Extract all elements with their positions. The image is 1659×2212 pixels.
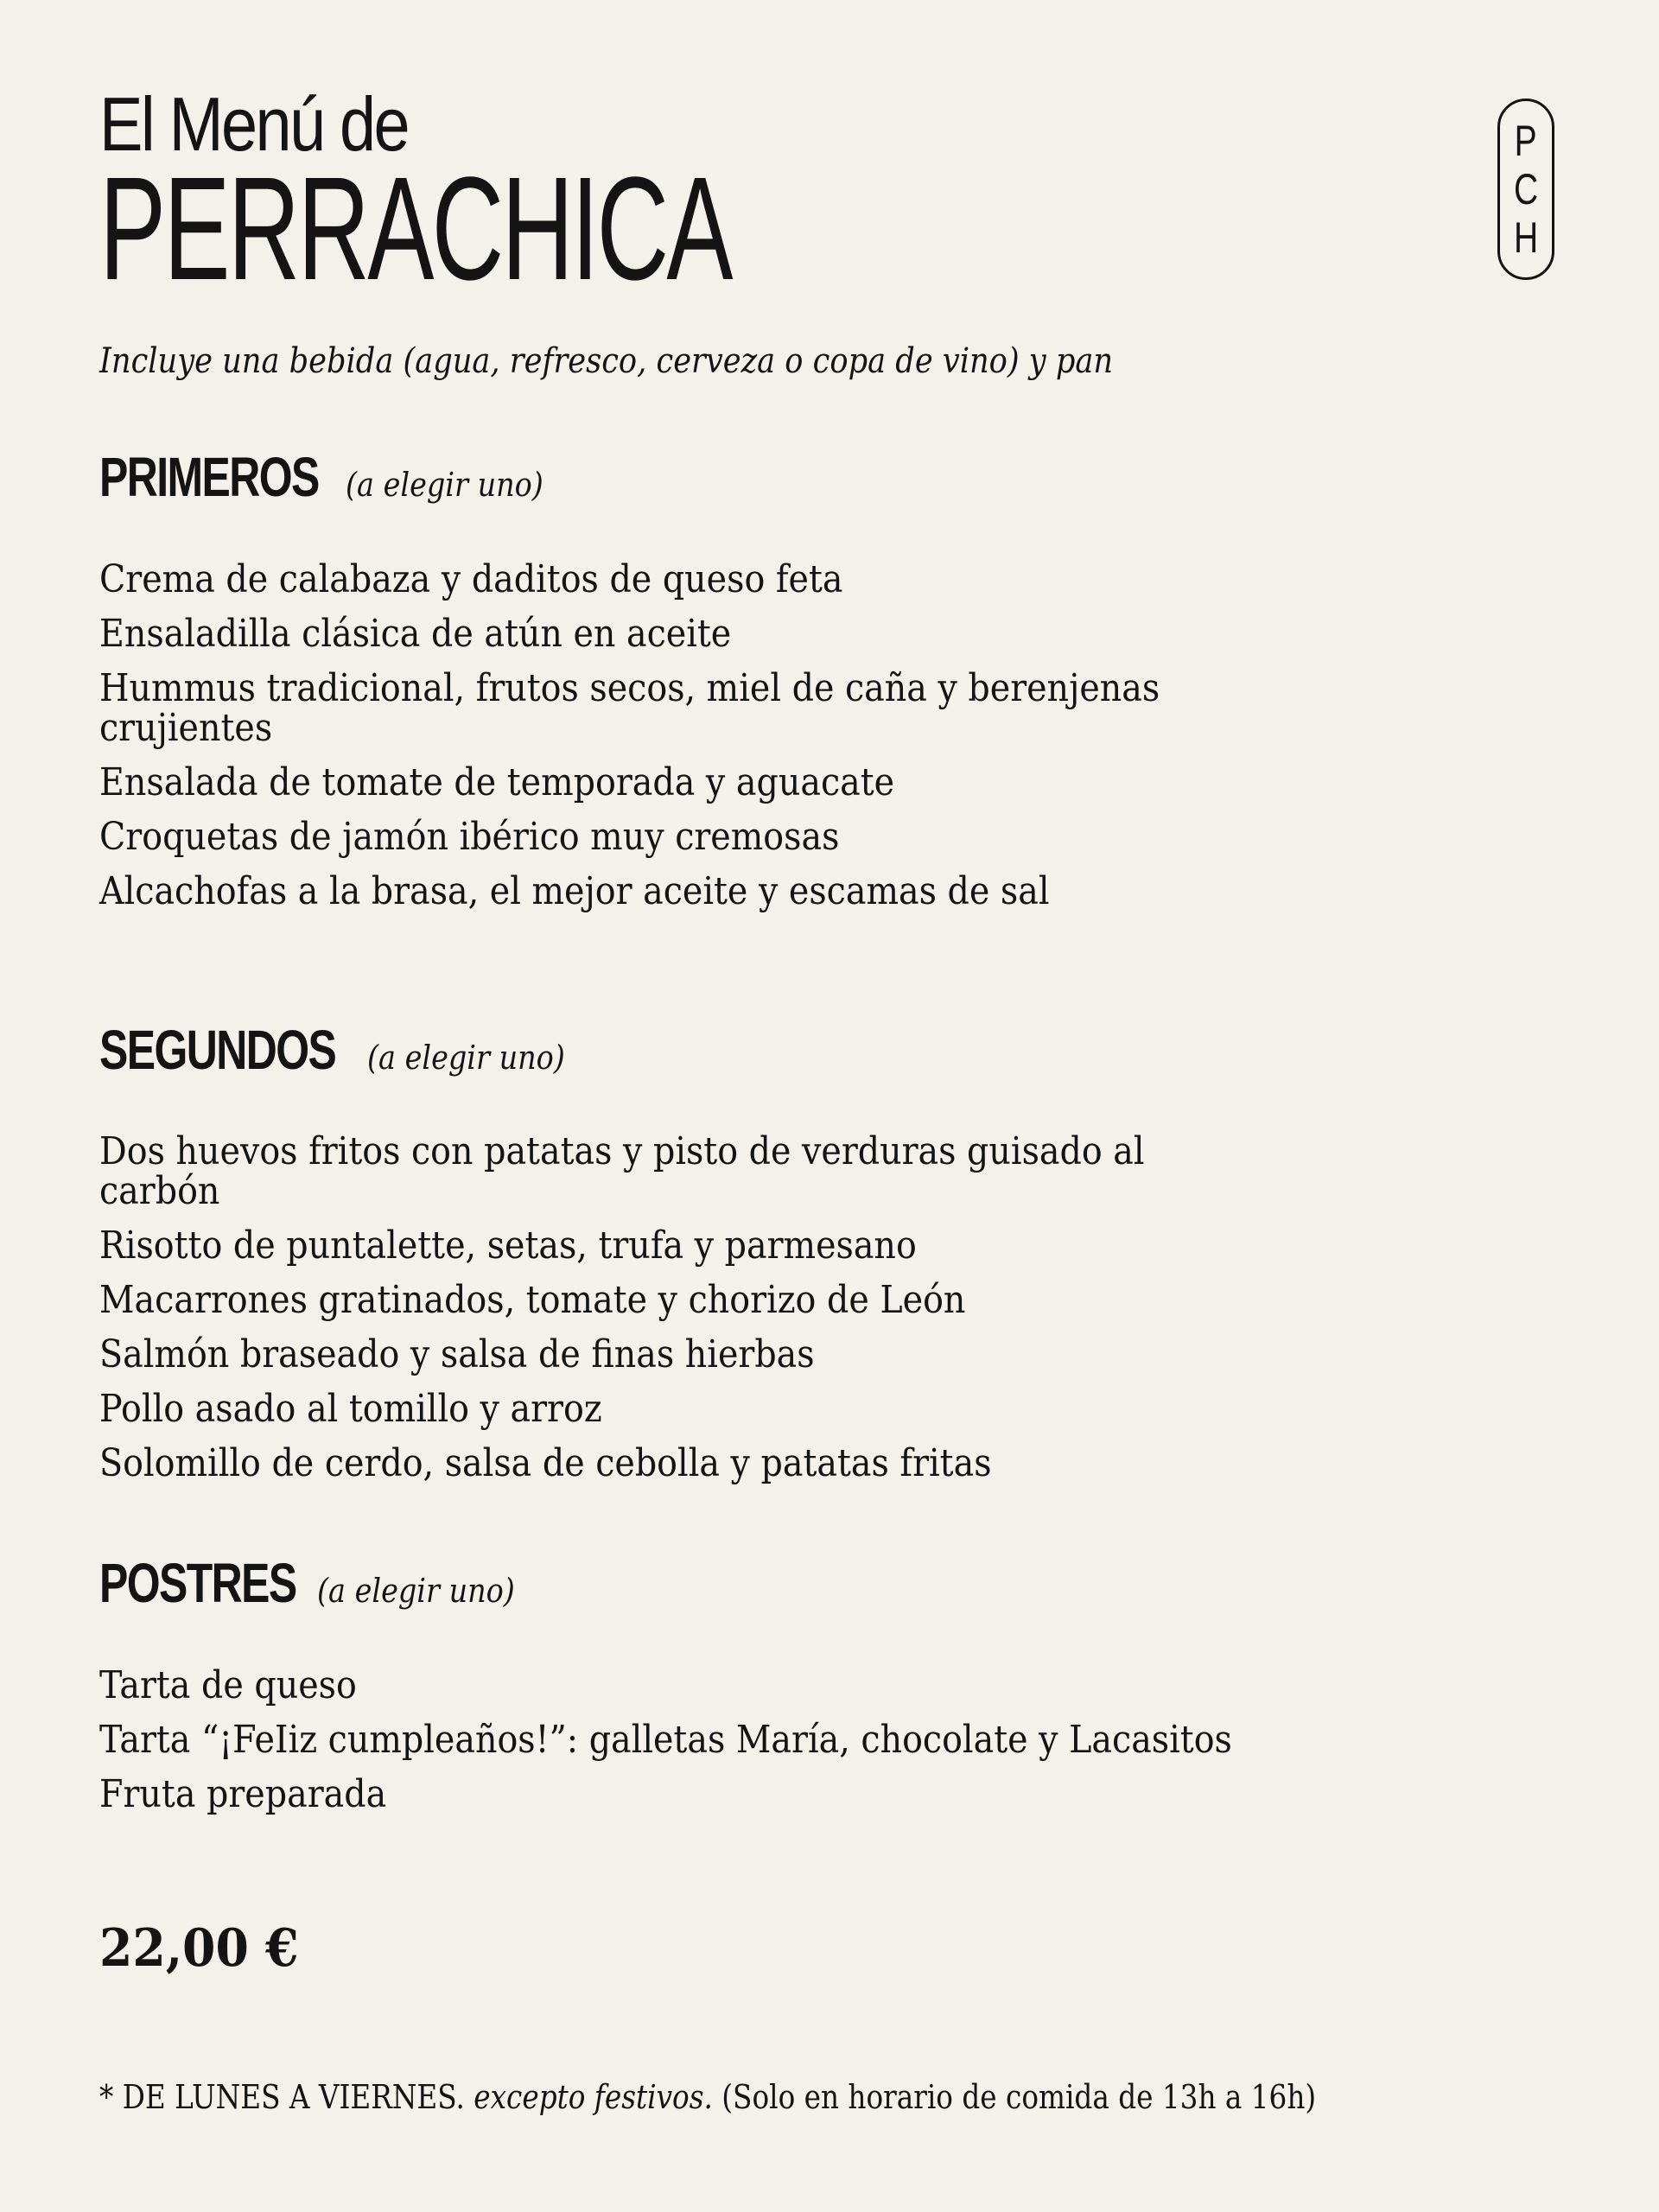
- footnote: [99, 2078, 1317, 2116]
- list-item: Pollo asado al tomillo y arroz: [99, 1387, 602, 1431]
- list-item: Ensalada de tomate de temporada y aguacate: [99, 760, 895, 804]
- postres-list: [99, 1663, 1395, 1829]
- logo-letter-c: C: [1513, 165, 1539, 213]
- list-item: Salmón braseado y salsa de finas hierbas: [99, 1332, 815, 1376]
- section-heading-postres: [99, 1552, 542, 1614]
- footnote-exception: excepto festivos.: [474, 2078, 713, 2116]
- list-item: Hummus tradicional, frutos secos, miel de caña y berenjenas crujientes: [99, 666, 1160, 750]
- section-note: (a elegir uno): [316, 1572, 515, 1610]
- section-title: PRIMEROS: [99, 446, 319, 508]
- section-title: SEGUNDOS: [99, 1019, 336, 1081]
- section-note: (a elegir uno): [367, 1039, 566, 1077]
- section-heading-primeros: [99, 446, 571, 508]
- list-item: Tarta “¡FeIiz cumpleaños!”: galletas María, chocolate y Lacasitos: [99, 1718, 1232, 1762]
- list-item: Crema de calabaza y daditos de queso feta: [99, 557, 843, 601]
- list-item: Risotto de puntalette, setas, trufa y parmesano: [99, 1224, 917, 1268]
- footnote-days: * DE LUNES A VIERNES.: [99, 2078, 465, 2116]
- menu-price: 22,00 €: [99, 1918, 299, 1979]
- list-item: Solomillo de cerdo, salsa de cebolla y patatas fritas: [99, 1441, 992, 1485]
- menu-page: [99, 0, 1568, 2212]
- logo-letter-h: H: [1513, 213, 1539, 262]
- intro-text: Incluye una bebida (agua, refresco, cerveza o copa de vino) y pan: [99, 341, 1114, 381]
- list-item: Ensaladilla clásica de atún en aceite: [99, 612, 732, 656]
- section-note: (a elegir uno): [346, 466, 544, 504]
- list-item: Alcachofas a la brasa, el mejor aceite y escamas de sal: [99, 869, 1050, 913]
- list-item: Croquetas de jamón ibérico muy cremosas: [99, 815, 840, 859]
- pch-logo: [1497, 99, 1554, 280]
- segundos-list: [99, 1129, 1395, 1498]
- footnote-hours: (Solo en horario de comida de 13h a 16h): [721, 2078, 1317, 2116]
- menu-title-line2: PERRACHICA: [99, 147, 731, 311]
- list-item: Macarrones gratinados, tomate y chorizo de León: [99, 1278, 966, 1322]
- primeros-list: [99, 557, 1395, 926]
- logo-letter-p: P: [1514, 117, 1538, 165]
- list-item: Tarta de queso: [99, 1663, 357, 1707]
- menu-title-line1: El Menú de: [99, 81, 409, 167]
- list-item: Dos huevos fritos con patatas y pisto de verduras guisado al carbón: [99, 1129, 1145, 1213]
- list-item: Fruta preparada: [99, 1772, 387, 1816]
- section-heading-segundos: [99, 1019, 592, 1081]
- section-title: POSTRES: [99, 1552, 296, 1614]
